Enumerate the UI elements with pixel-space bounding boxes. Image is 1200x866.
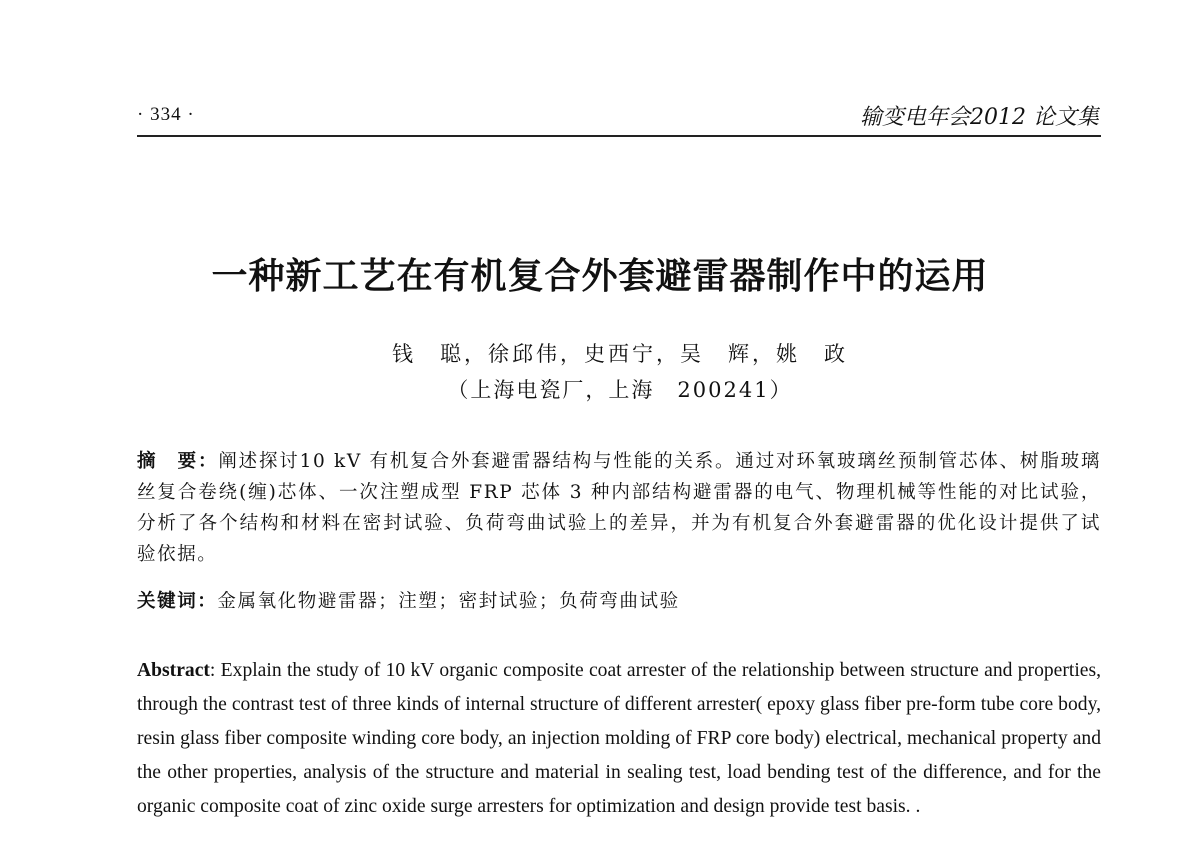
english-abstract [137,654,1101,824]
chinese-abstract [137,446,1101,570]
running-head: 输变电年会2012 论文集 [860,105,1099,130]
paper-title: 一种新工艺在有机复合外套避雷器制作中的运用 [211,256,989,297]
keywords-label: 关键词： [137,591,218,612]
authors: 钱 聪，徐邱伟，史西宁，吴 辉，姚 政 [392,342,848,366]
header-rule [137,135,1101,137]
abstract-en-text: : Explain the study of 10 kV organic composite coat arrester of the relationship between structure and properties, through the contrast test of three kinds of internal structure of different arrester( epoxy glass fiber pre-form tube core body, resin glass fiber composite winding core body, an injection molding of FRP core body) electrical, mechanical property and the other properties, analysis of the structure and material in sealing test, load bending test of the difference, and for the organic composite coat of zinc oxide surge arresters for optimization and design provide test basis. . [137,660,1101,817]
abstract-cn-label: 摘 要： [137,451,219,472]
abstract-en-label: Abstract [137,660,210,681]
affiliation: （上海电瓷厂，上海 200241） [447,378,793,402]
page-number: · 334 · [137,104,195,125]
abstract-cn-text: 阐述探讨10 kV 有机复合外套避雷器结构与性能的关系。通过对环氧玻璃丝预制管芯体、树脂玻璃丝复合卷绕(缠)芯体、一次注塑成型 FRP 芯体 3 种内部结构避雷器的电气、物理机械等性能的对比试验，分析了各个结构和材料在密封试验、负荷弯曲试验上的差异，并为有机复合外套避雷器的优化设计提供了试验依据。 [137,451,1101,565]
keywords-text: 金属氧化物避雷器；注塑；密封试验；负荷弯曲试验 [217,591,680,612]
keywords [137,586,1101,617]
page-header [137,100,1099,132]
